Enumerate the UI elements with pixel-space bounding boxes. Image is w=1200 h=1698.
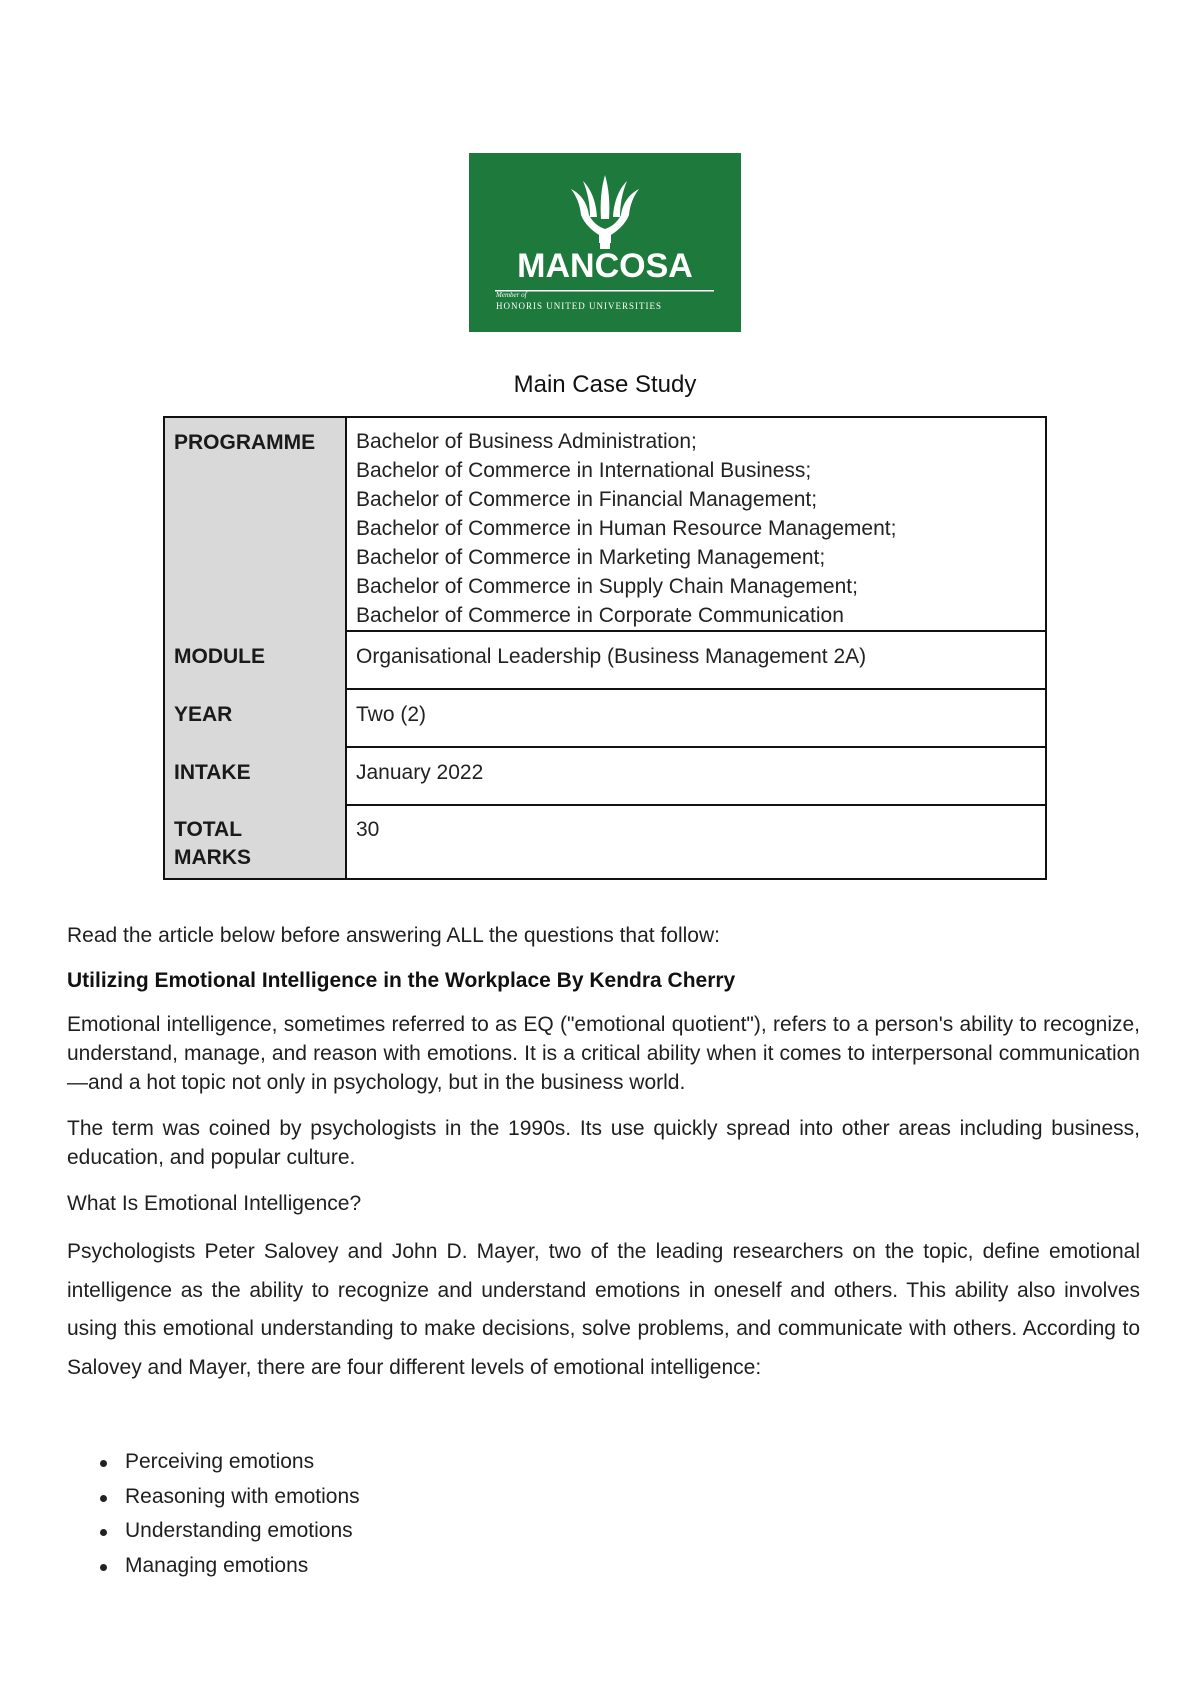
programme-line: Bachelor of Commerce in Marketing Management;	[356, 546, 826, 569]
bullet-icon	[100, 1495, 107, 1502]
list-item	[95, 1480, 360, 1515]
bullet-icon	[100, 1529, 107, 1536]
programme-value	[346, 417, 1046, 631]
list-item	[95, 1549, 360, 1584]
article-title: Utilizing Emotional Intelligence in the Workplace By Kendra Cherry	[67, 969, 736, 992]
logo-member-of: Member of	[496, 291, 527, 299]
list-item-text: Understanding emotions	[125, 1519, 353, 1542]
logo-tagline: HONORIS UNITED UNIVERSITIES	[496, 301, 662, 311]
list-item-text: Reasoning with emotions	[125, 1484, 360, 1508]
table-row-module	[164, 631, 1046, 689]
list-item	[95, 1514, 360, 1549]
total-marks-label	[164, 805, 346, 879]
programme-line: Bachelor of Commerce in Corporate Communication	[356, 604, 844, 627]
module-label: MODULE	[164, 631, 346, 689]
mancosa-logo	[469, 153, 741, 332]
table-row-year	[164, 689, 1046, 747]
ei-levels-list	[95, 1445, 360, 1583]
module-value: Organisational Leadership (Business Management 2A)	[346, 631, 1046, 689]
bullet-icon	[100, 1460, 107, 1467]
programme-line: Bachelor of Commerce in International Business;	[356, 459, 812, 482]
total-marks-value: 30	[346, 805, 1046, 879]
programme-line: Bachelor of Commerce in Supply Chain Management;	[356, 575, 858, 598]
programme-label: PROGRAMME	[164, 417, 346, 631]
year-label: YEAR	[164, 689, 346, 747]
course-info-table	[163, 416, 1047, 880]
table-row-programme	[164, 417, 1046, 631]
table-row-total-marks	[164, 805, 1046, 879]
intake-label: INTAKE	[164, 747, 346, 805]
mancosa-logo-graphic	[469, 153, 741, 332]
logo-wordmark: MANCOSA	[517, 247, 693, 285]
intro-instruction: Read the article below before answering ALL the questions that follow:	[67, 924, 720, 947]
programme-line: Bachelor of Commerce in Financial Management;	[356, 488, 818, 511]
list-item	[95, 1445, 360, 1480]
intake-value: January 2022	[346, 747, 1046, 805]
year-value: Two (2)	[346, 689, 1046, 747]
programme-line: Bachelor of Commerce in Human Resource Management;	[356, 517, 897, 540]
table-row-intake	[164, 747, 1046, 805]
programme-line: Bachelor of Business Administration;	[356, 430, 697, 453]
total-marks-label-line1: TOTAL	[174, 817, 243, 841]
section-heading: What Is Emotional Intelligence?	[67, 1192, 362, 1215]
page-title: Main Case Study	[513, 371, 697, 398]
bullet-icon	[100, 1564, 107, 1571]
paragraph-2: The term was coined by psychologists in the 1990s. Its use quickly spread into other areas including business, education, and popular culture.	[67, 1117, 1140, 1169]
list-item-text: Perceiving emotions	[125, 1450, 315, 1473]
list-item-text: Managing emotions	[125, 1553, 309, 1577]
paragraph-1: Emotional intelligence, sometimes referred to as EQ ("emotional quotient"), refers to a person's ability to recognize, understand, manage, and reason with emotions. It is a critical ability when it comes to interpersonal communication—and a hot topic not only in psychology, but in the business world.	[67, 1013, 1140, 1094]
total-marks-label-line2: MARKS	[174, 845, 251, 869]
paragraph-3: Psychologists Peter Salovey and John D. Mayer, two of the leading researchers on the topic, define emotional intelligence as the ability to recognize and understand emotions in oneself and others. This ability also involves using this emotional understanding to make decisions, solve problems, and communicate with others. According to Salovey and Mayer, there are four different levels of emotional intelligence:	[67, 1240, 1140, 1379]
